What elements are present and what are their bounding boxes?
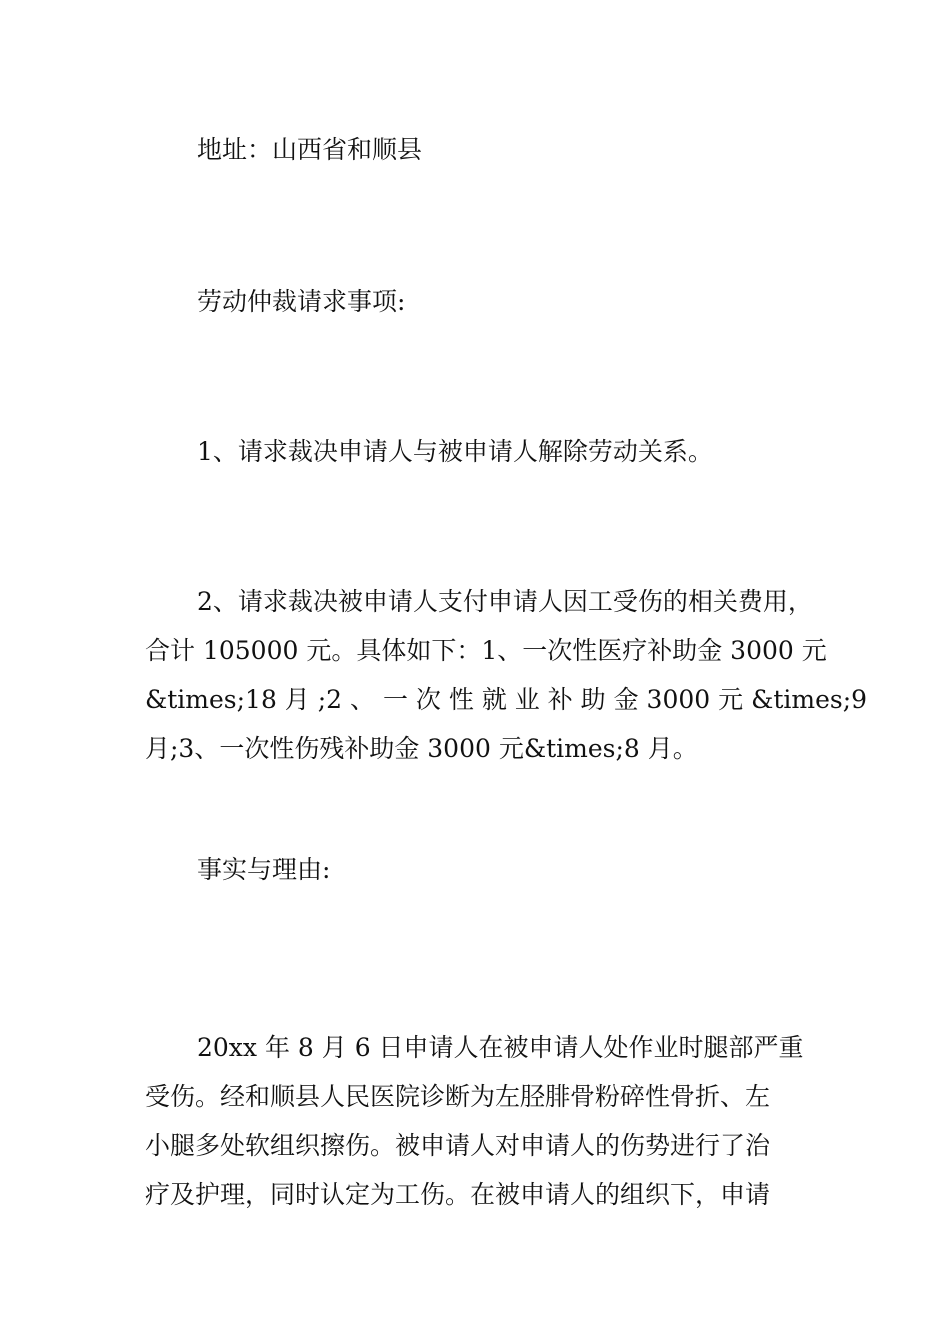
claim-item-1-text: 1、请求裁决申请人与被申请人解除劳动关系。	[197, 437, 713, 466]
address-line	[145, 125, 807, 174]
facts-heading-text: 事实与理由:	[197, 855, 331, 884]
claim-2-line-3: &times;18 月 ;2 、 一 次 性 就 业 补 助 金 3000 元 &times;9	[145, 685, 868, 714]
facts-line-4: 疗及护理，同时认定为工伤。在被申请人的组织下，申请	[145, 1180, 771, 1209]
facts-heading	[145, 845, 807, 894]
claim-2-line-2: 合计 105000 元。具体如下：1、一次性医疗补助金 3000 元	[145, 636, 827, 665]
claims-heading-text: 劳动仲裁请求事项:	[197, 287, 406, 316]
address-text: 地址：山西省和顺县	[197, 135, 423, 164]
claim-item-1	[145, 427, 807, 476]
claims-heading	[145, 277, 807, 326]
claim-2-line-4: 月;3、一次性伤残补助金 3000 元&times;8 月。	[145, 734, 698, 763]
facts-line-3: 小腿多处软组织擦伤。被申请人对申请人的伤势进行了治	[145, 1131, 771, 1160]
facts-line-2: 受伤。经和顺县人民医院诊断为左胫腓骨粉碎性骨折、左	[145, 1082, 771, 1111]
claim-item-2	[145, 577, 868, 773]
claim-2-line-1: 2、请求裁决被申请人支付申请人因工受伤的相关费用，	[197, 587, 813, 616]
facts-line-1: 20xx 年 8 月 6 日申请人在被申请人处作业时腿部严重	[197, 1033, 804, 1062]
facts-paragraph	[145, 1023, 807, 1219]
